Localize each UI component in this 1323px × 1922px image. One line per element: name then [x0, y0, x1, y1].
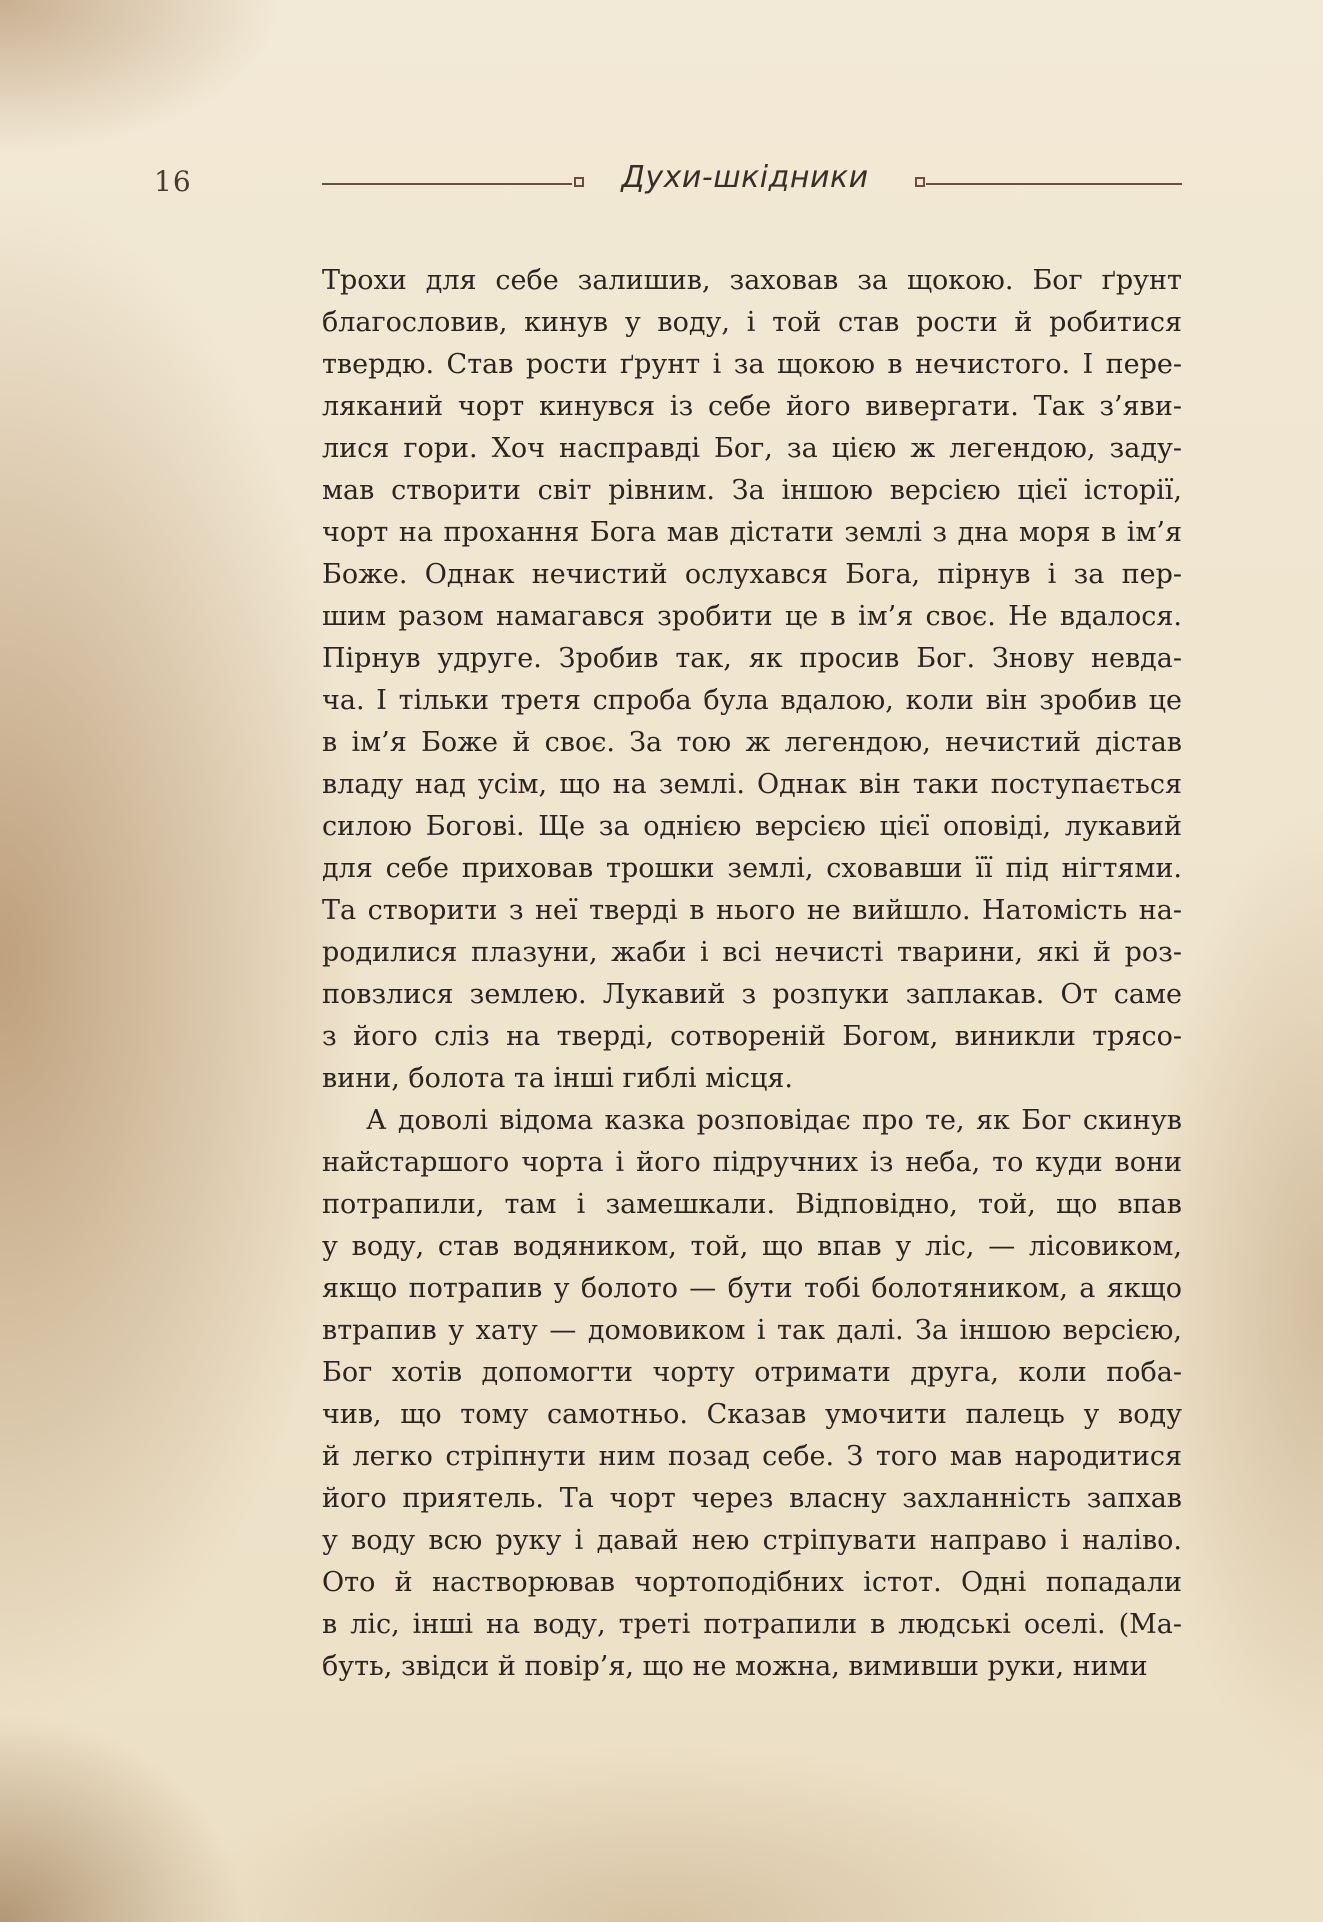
text-line: буть, звідси й повір’я, що не можна, вимивши руки, ними — [322, 1651, 1148, 1682]
text-line: силою Богові. Ще за однією версією цієї оповіді, лукавий — [322, 811, 1182, 842]
text-line: з його сліз на тверді, сотвореній Богом, виникли трясо- — [322, 1021, 1182, 1052]
text-line: родилися плазуни, жаби і всі нечисті тварини, які й роз- — [322, 937, 1182, 968]
text-line: найстаршого чорта і його підручних із неба, то куди вони — [322, 1147, 1182, 1178]
text-line: шим разом намагався зробити це в ім’я своє. Не вдалося. — [322, 601, 1182, 632]
text-line: владу над усім, що на землі. Однак він таки поступається — [322, 769, 1182, 800]
text-line: Боже. Однак нечистий ослухався Бога, пірнув і за пер- — [322, 559, 1182, 590]
text-line: Трохи для себе залишив, заховав за щокою. Бог ґрунт — [322, 265, 1182, 296]
text-line: Та створити з неї тверді в нього не вийшло. Натомість на- — [322, 895, 1182, 926]
text-line: в ліс, інші на воду, треті потрапили в людські оселі. (Ма- — [322, 1609, 1182, 1640]
header-ornament-left — [574, 177, 584, 187]
text-line: А доволі відома казка розповідає про те, як Бог скинув — [366, 1105, 1182, 1136]
text-line: лися гори. Хоч насправді Бог, за цією ж легендою, заду- — [322, 433, 1182, 464]
text-line: потрапили, там і замешкали. Відповідно, той, що впав — [322, 1189, 1182, 1220]
text-line: повзлися землею. Лукавий з розпуки заплакав. От саме — [322, 979, 1182, 1010]
text-line: втрапив у хату — домовиком і так далі. За іншою версією, — [322, 1315, 1182, 1346]
paragraph — [322, 1100, 1182, 1688]
text-line: у воду всю руку і давай нею стріпувати направо і наліво. — [322, 1525, 1182, 1556]
text-line: благословив, кинув у воду, і той став рости й робитися — [322, 307, 1182, 338]
text-line: твердю. Став рости ґрунт і за щокою в нечистого. І пере- — [322, 349, 1182, 380]
body-text — [322, 260, 1182, 1688]
page-number: 16 — [154, 165, 192, 198]
header-rule-right — [926, 183, 1182, 185]
text-line: вини, болота та інші гиблі місця. — [322, 1063, 793, 1094]
text-line: Ото й настворював чортоподібних істот. Одні попадали — [322, 1567, 1182, 1598]
header-ornament-right — [915, 177, 925, 187]
text-line: для себе приховав трошки землі, сховавши її під нігтями. — [322, 853, 1182, 884]
text-line: в ім’я Боже й своє. За тою ж легендою, нечистий дістав — [322, 727, 1182, 758]
text-line: ча. І тільки третя спроба була вдалою, коли він зробив це — [322, 685, 1182, 716]
text-line: чив, що тому самотньо. Сказав умочити палець у воду — [322, 1399, 1182, 1430]
paragraph — [322, 260, 1182, 1100]
text-line: Бог хотів допомогти чорту отримати друга, коли поба- — [322, 1357, 1182, 1388]
text-line: його приятель. Та чорт через власну захланність запхав — [322, 1483, 1182, 1514]
text-line: мав створити світ рівним. За іншою версією цієї історії, — [322, 475, 1182, 506]
text-line: у воду, став водяником, той, що впав у ліс, — лісовиком, — [322, 1231, 1182, 1262]
text-line: якщо потрапив у болото — бути тобі болотяником, а якщо — [322, 1273, 1182, 1304]
text-line: чорт на прохання Бога мав дістати землі з дна моря в ім’я — [322, 517, 1182, 548]
header-rule-left — [322, 183, 572, 185]
text-line: ляканий чорт кинувся із себе його вивергати. Так з’яви- — [322, 391, 1182, 422]
text-line: Пірнув удруге. Зробив так, як просив Бог. Знову невда- — [322, 643, 1182, 674]
text-line: й легко стріпнути ним позад себе. З того мав народитися — [322, 1441, 1182, 1472]
running-title: Духи-шкідники — [621, 160, 869, 195]
